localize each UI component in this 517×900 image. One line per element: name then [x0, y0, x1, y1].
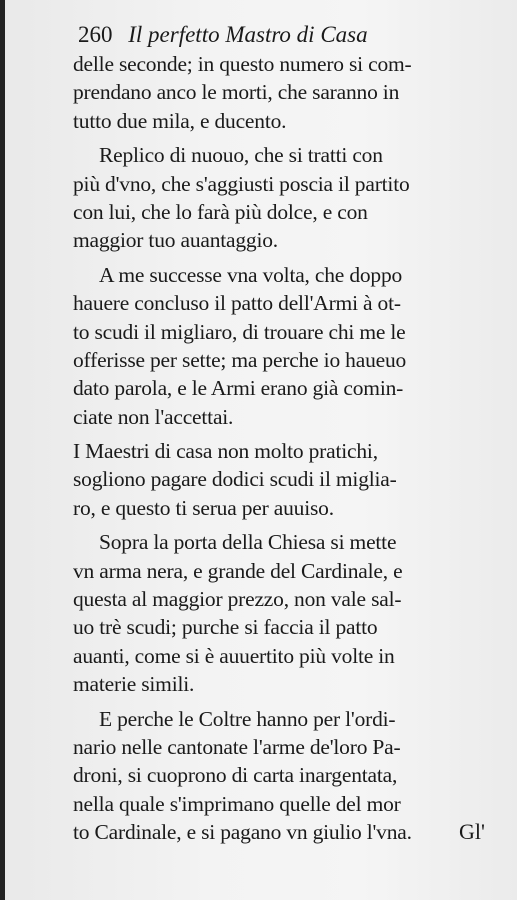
text-line: to scudi il migliaro, di trouare chi me le [73, 319, 406, 344]
paragraph-first-line: Sopra la porta della Chiesa si mette [99, 530, 397, 555]
text-line: materie simili. [73, 672, 195, 697]
text-line: con lui, che lo farà più dolce, e con [73, 199, 368, 224]
paragraph-first-line: I Maestri di casa non molto pratichi, [73, 439, 378, 464]
text-line: nario nelle cantonate l'arme de'loro Pa- [73, 734, 401, 759]
text-line: più d'vno, che s'aggiusti poscia il partito [73, 171, 410, 196]
text-line: ro, e questo ti serua per auuiso. [73, 495, 334, 520]
text-line: to Cardinale, e si pagano vn giulio l'vna. [73, 820, 412, 845]
paragraph-first-line: A me successe vna volta, che doppo [99, 262, 403, 287]
running-title: Il perfetto Mastro di Casa [128, 22, 368, 47]
text-line: dato parola, e le Armi erano già comin- [73, 376, 404, 401]
page-number: 260 [78, 22, 113, 47]
paragraph-first-line: Replico di nuouo, che si tratti con [99, 143, 383, 168]
catchword: Gl' [459, 819, 485, 844]
text-line: offerisse per sette; ma perche io haueuo [73, 347, 407, 372]
text-line: tutto due mila, e ducento. [73, 108, 287, 133]
page-header [78, 20, 478, 50]
body-text [73, 50, 497, 847]
text-line: vn arma nera, e grande del Cardinale, e [73, 558, 403, 583]
text-line: uo trè scudi; purche si faccia il patto [73, 615, 378, 640]
text-line: nella quale s'imprimano quelle del mor [73, 791, 401, 816]
text-line: ciate non l'accettai. [73, 404, 234, 429]
text-line: questa al maggior prezzo, non vale sal- [73, 587, 402, 612]
page-edge-shadow [0, 0, 5, 900]
text-line: prendano anco le morti, che saranno in [73, 80, 400, 105]
text-line: maggior tuo auantaggio. [73, 228, 278, 253]
text-line: hauere concluso il patto dell'Armi à ot- [73, 291, 401, 316]
text-line: sogliono pagare dodici scudi il miglia- [73, 467, 397, 492]
text-line: delle seconde; in questo numero si com- [73, 52, 412, 76]
text-line: auanti, come si è auuertito più volte in [73, 643, 395, 668]
text-line: droni, si cuoprono di carta inargentata, [73, 763, 398, 788]
paragraph-first-line: E perche le Coltre hanno per l'ordi- [99, 706, 396, 731]
